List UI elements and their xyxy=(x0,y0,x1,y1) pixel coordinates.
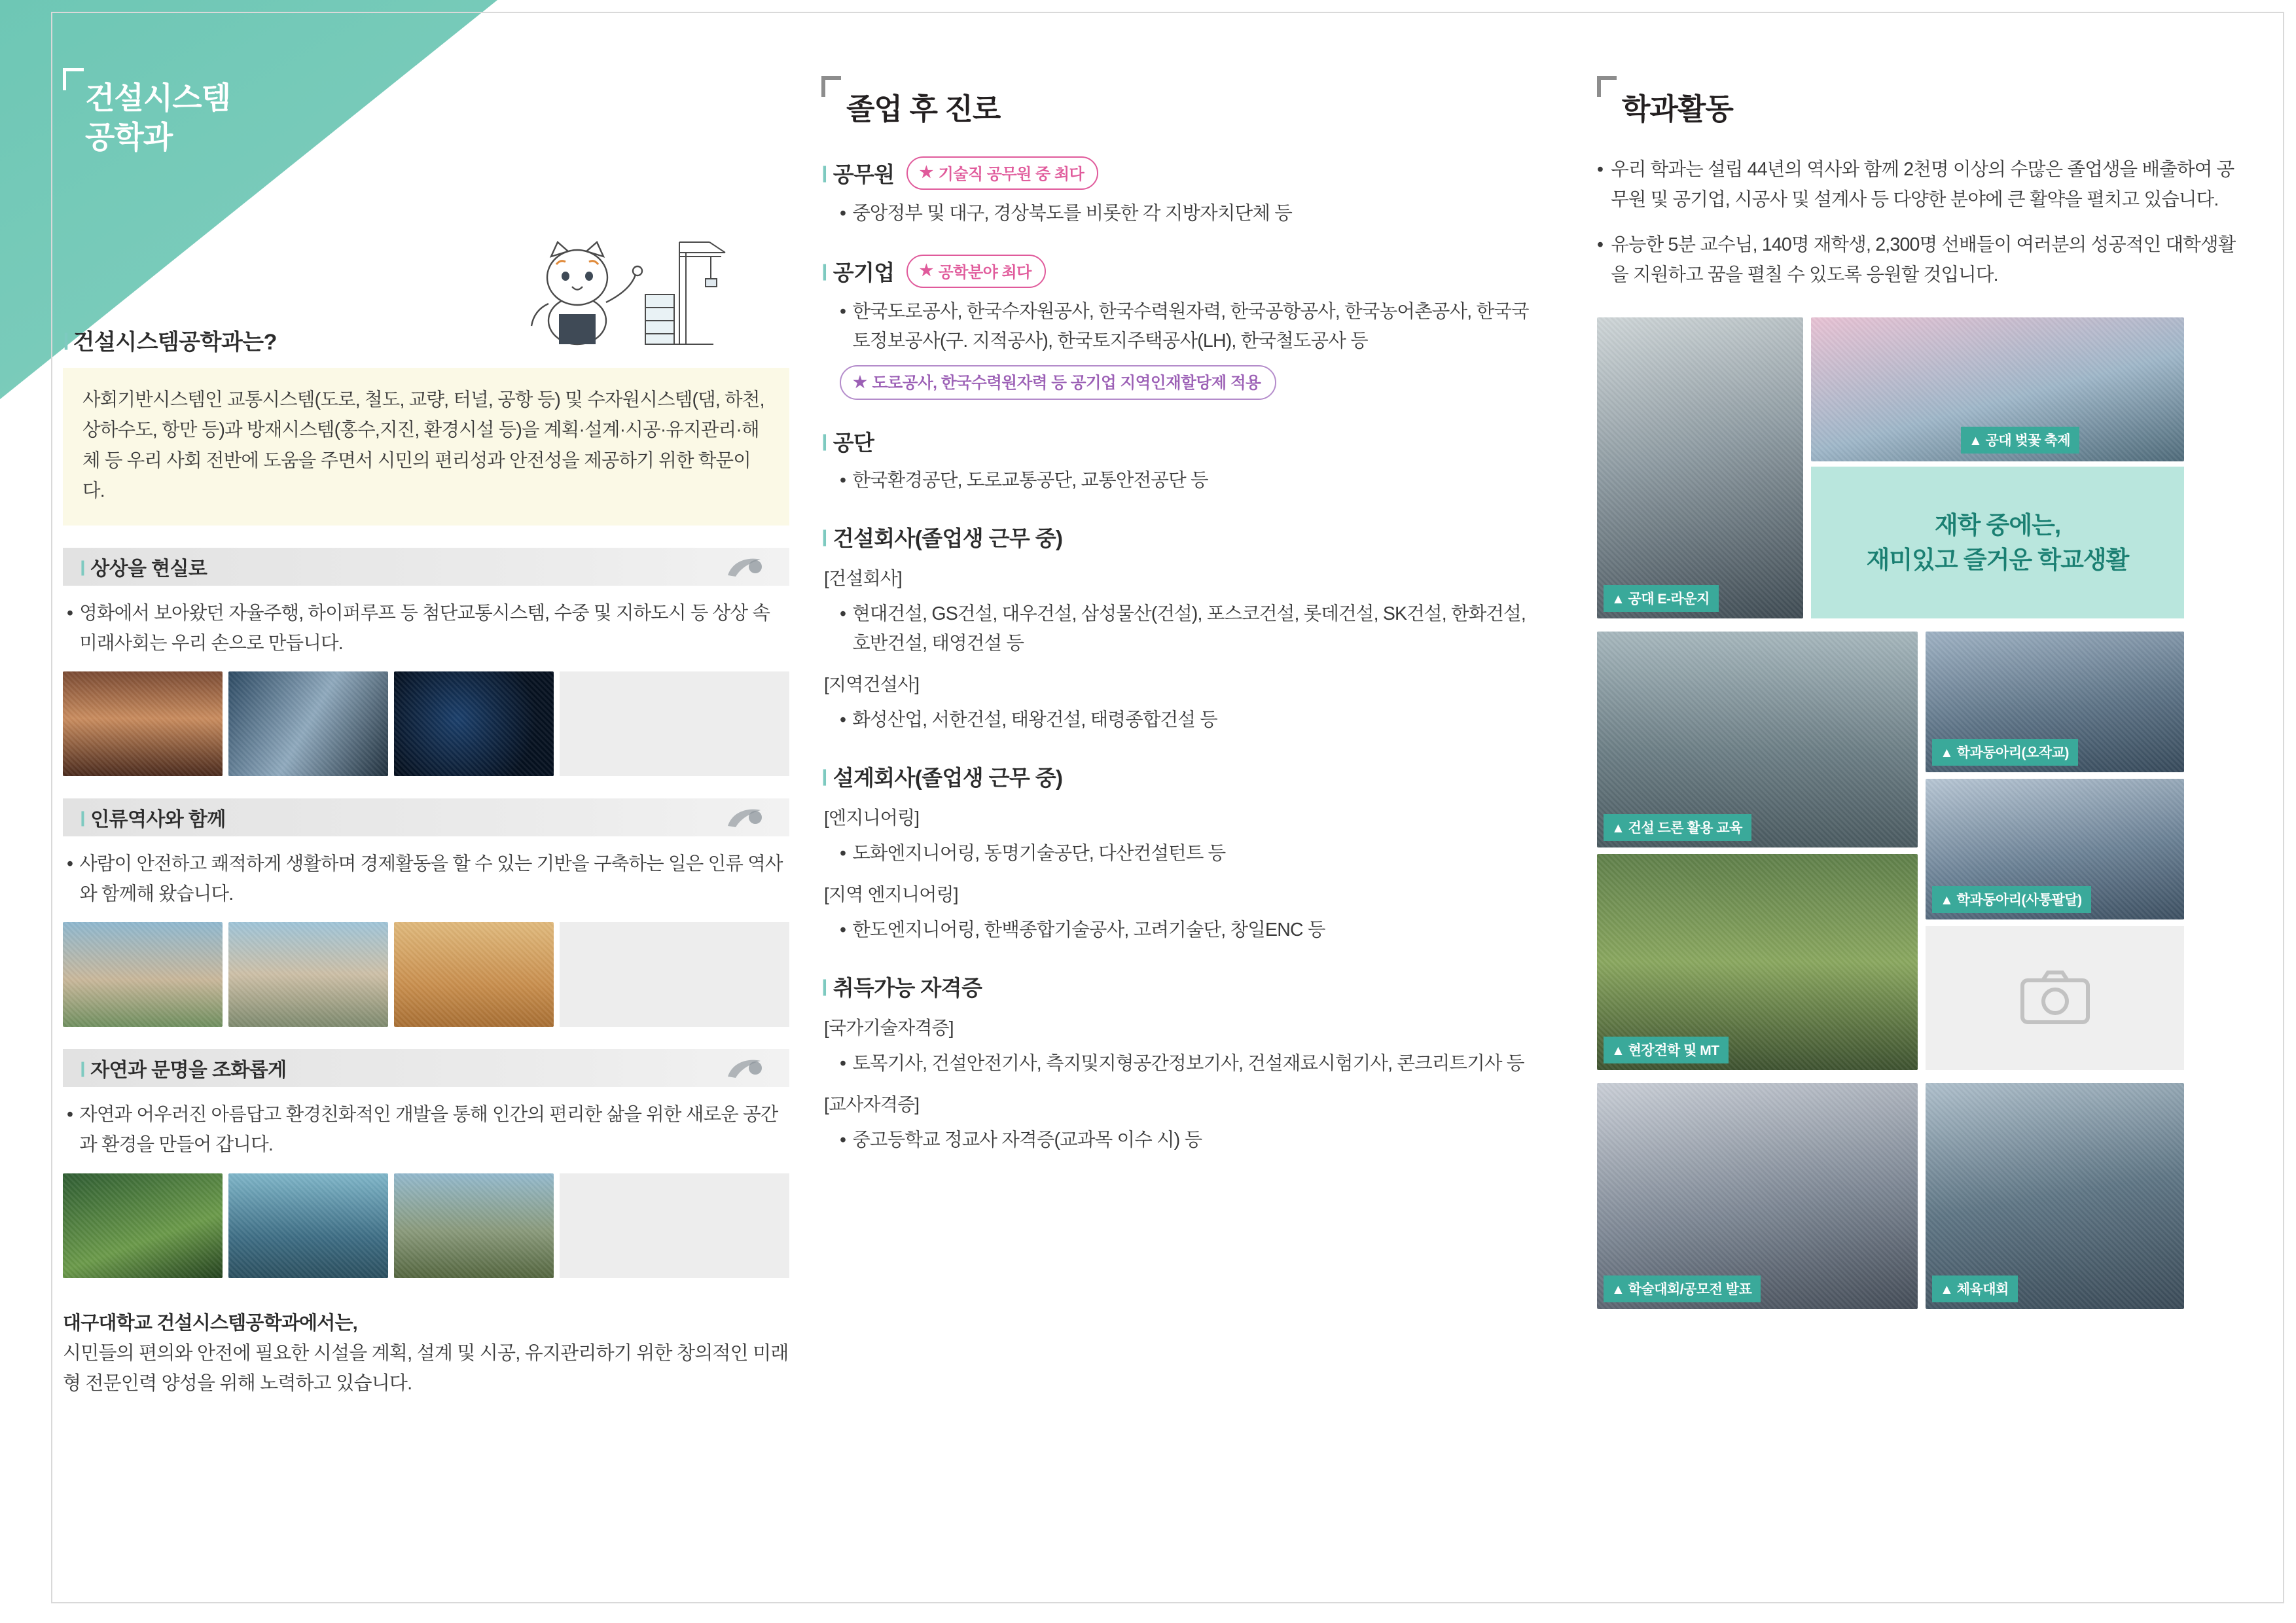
photo-caption: ▲ 학술대회/공모전 발표 xyxy=(1604,1275,1761,1302)
slogan-line1: 재학 중에는, xyxy=(1934,511,2061,539)
heading-bar-icon: Ⅰ xyxy=(821,766,828,791)
photo-filler xyxy=(560,671,789,776)
heading-bar-icon: Ⅰ xyxy=(821,526,828,551)
photo-caption: ▲ 현장견학 및 MT xyxy=(1604,1037,1729,1063)
career-sublabel: [지역 엔지니어링] xyxy=(824,884,958,905)
camera-icon xyxy=(2019,969,2091,1027)
career-item: • 한국도로공사, 한국수자원공사, 한국수력원자력, 한국공항공사, 한국농어촌공사, 한국국토정보공사(구. 지적공사), 한국토지주택공사(LH), 한국철도공사 등 xyxy=(840,297,1541,356)
photo-caption: ▲ 공대 벚꽃 축제 xyxy=(1961,427,2079,454)
feature-photos-1 xyxy=(63,671,789,776)
bullet-dot-icon: • xyxy=(840,470,846,491)
bullet-dot-icon: • xyxy=(840,603,846,625)
activity-gallery xyxy=(1597,317,2225,1430)
photo-caption: ▲ 학과동아리(오작교) xyxy=(1932,739,2078,766)
career-item: • 토목기사, 건설안전기사, 측지및지형공간정보기사, 건설재료시험기사, 콘크리트기사 등 xyxy=(840,1049,1541,1079)
career-group-title-1: Ⅰ 공무원 ★ 기술직 공무원 중 최다 xyxy=(821,156,1541,190)
forest-road-photo xyxy=(63,1173,223,1278)
star-icon: ★ xyxy=(919,262,933,280)
career-item: • 중앙정부 및 대구, 경상북도를 비롯한 각 지방자치단체 등 xyxy=(840,199,1541,228)
photo-filler xyxy=(560,1173,789,1278)
page-title xyxy=(63,79,789,157)
closing-bold: 대구대학교 건설시스템공학과에서는, xyxy=(63,1312,357,1334)
feature-band-2 xyxy=(63,798,789,836)
moon-swoosh-icon xyxy=(726,1057,763,1079)
heading-bar-icon: Ⅰ xyxy=(821,431,828,455)
career-item: • 한도엔지니어링, 한백종합기술공사, 고려기술단, 창일ENC 등 xyxy=(840,916,1541,945)
career-badge-2: ★ 공학분야 최다 xyxy=(906,255,1046,288)
pyramid-photo xyxy=(394,922,554,1027)
bullet-dot-icon: • xyxy=(840,709,846,731)
train-photo xyxy=(228,671,388,776)
feature-band-3 xyxy=(63,1049,789,1087)
career-sublabel: [건설회사] xyxy=(824,568,902,589)
heading-bar-icon: Ⅰ xyxy=(63,330,69,355)
feature-text-1: • 영화에서 보아왔던 자율주행, 하이퍼루프 등 첨단교통시스템, 수중 및 지하도시 등 상상 속 미래사회는 우리 손으로 만듭니다. xyxy=(67,599,789,658)
career-group-title-3: Ⅰ 공단 xyxy=(821,431,874,455)
activities-bullet-1: • 우리 학과는 설립 44년의 역사와 함께 2천명 이상의 수많은 졸업생을 배출하여 공무원 및 공기업, 시공사 및 설계사 등 다양한 분야에 큰 활약을 펼치고 있습니다. xyxy=(1597,155,2245,215)
activities-column xyxy=(1597,85,2245,1430)
career-item: • 현대건설, GS건설, 대우건설, 삼성물산(건설), 포스코건설, 롯데건설, SK건설, 한화건설, 호반건설, 태영건설 등 xyxy=(840,599,1541,658)
mascot-illustration xyxy=(517,216,733,353)
heading-bar-icon: Ⅰ xyxy=(821,976,828,1001)
closing-text: 시민들의 편의와 안전에 필요한 시설을 계획, 설계 및 시공, 유지관리하기 위한 창의적인 미래형 전문인력 양성을 위해 노력하고 있습니다. xyxy=(63,1342,789,1395)
feature-photos-2 xyxy=(63,922,789,1027)
career-item: • 도화엔지니어링, 동명기술공단, 다산컨설턴트 등 xyxy=(840,839,1541,868)
coastal-road-photo xyxy=(394,1173,554,1278)
career-group-title-5: Ⅰ 설계회사(졸업생 근무 중) xyxy=(821,766,1063,791)
about-text: 사회기반시스템인 교통시스템(도로, 철도, 교량, 터널, 공항 등) 및 수자원시스템(댐, 하천, 상하수도, 항만 등)과 방재시스템(홍수,지진, 환경시설 등)을 계획·설계·시공·유지관리·해체 등 우리 사회 전반에 도움을 주면서 시민의 편리성과 안전성을 제공하기 위한 학문이다. xyxy=(63,368,789,526)
career-item: • 한국환경공단, 도로교통공단, 교통안전공단 등 xyxy=(840,466,1541,495)
bullet-dot-icon: • xyxy=(1597,159,1604,180)
feature-photos-3 xyxy=(63,1173,789,1278)
moon-swoosh-icon xyxy=(726,806,763,829)
photo-placeholder xyxy=(1926,926,2184,1070)
bullet-dot-icon: • xyxy=(840,301,846,323)
engineering-lounge-photo xyxy=(1597,317,1803,618)
slogan-box xyxy=(1811,467,2184,618)
activities-bullet-2: • 유능한 5분 교수님, 140명 재학생, 2,300명 선배들이 여러분의 성공적인 대학생활을 지원하고 꿈을 펼칠 수 있도록 응원할 것입니다. xyxy=(1597,230,2245,290)
feature-band-label: 자연과 문명을 조화롭게 xyxy=(90,1060,287,1082)
photo-filler xyxy=(560,922,789,1027)
moon-swoosh-icon xyxy=(726,556,763,578)
club-ojakgyo-photo xyxy=(1926,632,2184,772)
slogan-line2: 재미있고 즐거운 학교생활 xyxy=(1866,546,2129,574)
career-badge-1: ★ 기술직 공무원 중 최다 xyxy=(906,156,1099,190)
cherry-blossom-festival-photo xyxy=(1811,317,2184,461)
career-sublabel: [교사자격증] xyxy=(824,1094,920,1115)
feature-text-3: • 자연과 어우러진 아름답고 환경친화적인 개발을 통해 인간의 편리한 삶을 위한 새로운 공간과 환경을 만들어 갑니다. xyxy=(67,1100,789,1160)
bullet-dot-icon: • xyxy=(1597,234,1604,256)
career-group-title-4: Ⅰ 건설회사(졸업생 근무 중) xyxy=(821,526,1063,551)
feature-band-1 xyxy=(63,548,789,586)
career-item: • 중고등학교 정교사 자격증(교과목 이수 시) 등 xyxy=(840,1126,1541,1155)
star-icon: ★ xyxy=(853,373,867,391)
dam-photo xyxy=(228,1173,388,1278)
photo-caption: ▲ 공대 E-라운지 xyxy=(1604,585,1719,612)
bullet-dot-icon: • xyxy=(67,1104,73,1126)
career-group-title-6: Ⅰ 취득가능 자격증 xyxy=(821,976,982,1001)
tunnel-photo xyxy=(63,671,223,776)
bullet-dot-icon: • xyxy=(840,919,846,941)
bracket-icon xyxy=(821,76,841,97)
field-trip-mt-photo xyxy=(1597,854,1918,1070)
bullet-dot-icon: • xyxy=(67,602,73,624)
closing-statement xyxy=(63,1308,789,1399)
heading-bar-icon: Ⅰ xyxy=(80,809,86,831)
career-sublabel: [국가기술자격증] xyxy=(824,1018,954,1039)
star-icon: ★ xyxy=(919,164,933,181)
career-heading: 졸업 후 진로 xyxy=(821,85,1541,128)
about-heading: Ⅰ 건설시스템공학과는? xyxy=(63,330,277,355)
career-item: • 화성산업, 서한건설, 태왕건설, 태령종합건설 등 xyxy=(840,705,1541,735)
construction-drone-education-photo xyxy=(1597,632,1918,847)
feature-text-2: • 사람이 안전하고 쾌적하게 생활하며 경제활동을 할 수 있는 기반을 구축하는 일은 인류 역사와 함께해 왔습니다. xyxy=(67,849,789,909)
heading-bar-icon: Ⅰ xyxy=(821,260,828,285)
heading-bar-icon: Ⅰ xyxy=(80,558,86,580)
photo-caption: ▲ 학과동아리(사통팔달) xyxy=(1932,886,2091,913)
heading-bar-icon: Ⅰ xyxy=(80,1060,86,1082)
heading-bar-icon: Ⅰ xyxy=(821,162,828,187)
academic-contest-photo xyxy=(1597,1083,1918,1309)
photo-caption: ▲ 건설 드론 활용 교육 xyxy=(1604,814,1751,841)
sports-day-photo xyxy=(1926,1083,2184,1309)
rome-photo xyxy=(228,922,388,1027)
bracket-icon xyxy=(1597,76,1617,97)
career-badge-regional-quota: ★ 도로공사, 한국수력원자력 등 공기업 지역인재할당제 적용 xyxy=(840,365,1276,400)
bullet-dot-icon: • xyxy=(840,1130,846,1151)
activities-heading: 학과활동 xyxy=(1597,85,2245,128)
career-sublabel: [지역건설사] xyxy=(824,674,920,695)
bridge-photo xyxy=(63,922,223,1027)
career-sublabel: [엔지니어링] xyxy=(824,808,920,829)
club-sadongpaldal-photo xyxy=(1926,779,2184,919)
photo-caption: ▲ 체육대회 xyxy=(1932,1275,2018,1302)
bullet-dot-icon: • xyxy=(67,853,73,875)
bullet-dot-icon: • xyxy=(840,1053,846,1075)
career-group-title-2: Ⅰ 공기업 ★ 공학분야 최다 xyxy=(821,255,1541,288)
feature-band-label: 상상을 현실로 xyxy=(90,558,207,580)
network-photo xyxy=(394,671,554,776)
bullet-dot-icon: • xyxy=(840,203,846,224)
bullet-dot-icon: • xyxy=(840,843,846,865)
feature-band-label: 인류역사와 함께 xyxy=(90,809,226,831)
bracket-icon xyxy=(63,68,84,90)
page-title-line1: 건설시스템 xyxy=(85,80,231,115)
career-column xyxy=(821,85,1541,1155)
page-title-line2: 공학과 xyxy=(85,120,173,155)
